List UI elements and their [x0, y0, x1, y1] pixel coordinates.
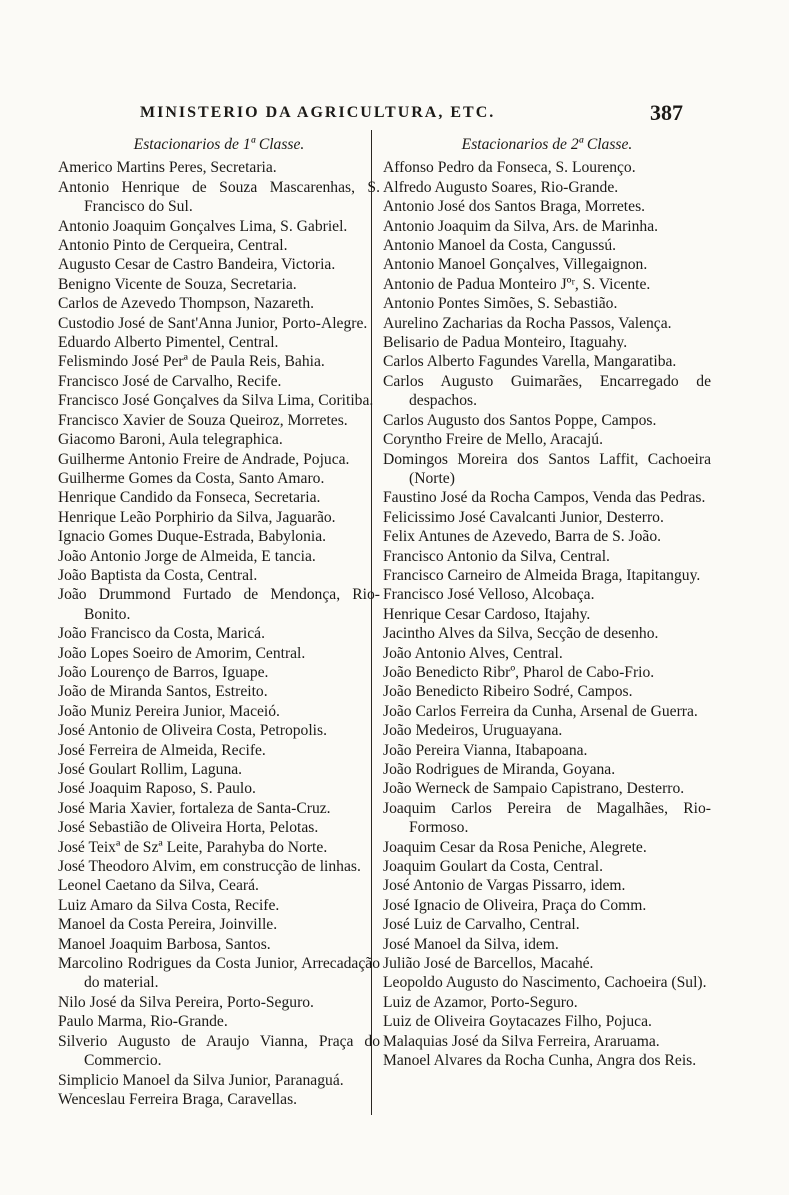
list-item: José Teixª de Szª Leite, Parahyba do Norte. — [58, 838, 328, 856]
list-item: Felix Antunes de Azevedo, Barra de S. João. — [383, 528, 662, 546]
list-item: Antonio Manoel Gonçalves, Villegaignon. — [383, 256, 648, 274]
list-item: Luiz de Azamor, Porto-Seguro. — [383, 993, 578, 1011]
list-item: José Luiz de Carvalho, Central. — [383, 916, 580, 934]
list-item: Luiz de Oliveira Goytacazes Filho, Pojuca. — [383, 1013, 652, 1031]
list-item: Carlos Alberto Fagundes Varella, Mangaratiba. — [383, 353, 677, 371]
list-item: João Lourenço de Barros, Iguape. — [58, 663, 269, 681]
list-item: Joaquim Cesar da Rosa Peniche, Alegrete. — [383, 838, 647, 856]
list-item: Augusto Cesar de Castro Bandeira, Victoria. — [58, 256, 336, 274]
list-item: Guilherme Antonio Freire de Andrade, Pojuca. — [58, 450, 350, 468]
list-item: Carlos Augusto Guimarães, Encarregado de despachos. — [383, 372, 711, 410]
list-item: José Manoel da Silva, idem. — [383, 935, 559, 953]
list-item: Wenceslau Ferreira Braga, Caravellas. — [58, 1090, 298, 1108]
list-item: Marcolino Rodrigues da Costa Junior, Arrecadação do material. — [58, 955, 380, 992]
list-item: Carlos de Azevedo Thompson, Nazareth. — [58, 295, 315, 313]
list-item: Carlos Augusto dos Santos Poppe, Campos. — [383, 411, 657, 429]
list-item: Joaquim Goulart da Costa, Central. — [383, 858, 604, 876]
list-item: Antonio de Padua Monteiro Jºʳ, S. Vicente. — [383, 275, 651, 293]
list-item: Manoel Alvares da Rocha Cunha, Angra dos Reis. — [383, 1052, 697, 1070]
list-item: Giacomo Baroni, Aula telegraphica. — [58, 431, 283, 449]
right-column-heading: Estacionarios de 2ª Classe. — [461, 136, 633, 153]
list-item: João de Miranda Santos, Estreito. — [58, 683, 268, 701]
list-item: José Ferreira de Almeida, Recife. — [58, 741, 266, 759]
right-column — [383, 135, 711, 1071]
list-item: Antonio Pontes Simões, S. Sebastião. — [383, 295, 618, 313]
list-item: Custodio José de Sant'Anna Junior, Porto-Alegre. — [58, 314, 368, 332]
list-item: Julião José de Barcellos, Macahé. — [383, 955, 594, 973]
page-number: 387 — [650, 100, 683, 125]
list-item: João Carlos Ferreira da Cunha, Arsenal de Guerra. — [383, 702, 698, 720]
list-item: Francisco Carneiro de Almeida Braga, Itapitanguy. — [383, 566, 701, 584]
list-item: Francisco Xavier de Souza Queiroz, Morretes. — [58, 411, 348, 429]
list-item: Alfredo Augusto Soares, Rio-Grande. — [383, 178, 619, 196]
list-item: Ignacio Gomes Duque-Estrada, Babylonia. — [58, 528, 327, 546]
list-item: João Baptista da Costa, Central. — [58, 566, 258, 584]
list-item: Francisco Antonio da Silva, Central. — [383, 547, 610, 565]
list-item: José Ignacio de Oliveira, Praça do Comm. — [383, 896, 647, 914]
list-item: Antonio Joaquim Gonçalves Lima, S. Gabriel. — [58, 217, 348, 235]
list-item: João Antonio Jorge de Almeida, E tancia. — [58, 547, 316, 565]
right-entry-list — [383, 158, 711, 1070]
list-item: João Muniz Pereira Junior, Maceió. — [58, 702, 280, 720]
list-item: João Drummond Furtado de Mendonça, Rio-Bonito. — [58, 586, 380, 623]
list-item: Antonio José dos Santos Braga, Morretes. — [383, 198, 646, 216]
list-item: João Benedicto Ribrº, Pharol de Cabo-Frio. — [383, 663, 655, 681]
running-header: MINISTERIO DA AGRICULTURA, ETC. — [140, 104, 496, 121]
list-item: Felismindo José Perª de Paula Reis, Bahia. — [58, 353, 325, 371]
list-item: João Medeiros, Uruguayana. — [383, 722, 563, 740]
list-item: Coryntho Freire de Mello, Aracajú. — [383, 431, 603, 449]
list-item: João Benedicto Ribeiro Sodré, Campos. — [383, 683, 633, 701]
list-item: Manoel Joaquim Barbosa, Santos. — [58, 935, 271, 953]
list-item: Leonel Caetano da Silva, Ceará. — [58, 877, 259, 895]
list-item: Jacintho Alves da Silva, Secção de desenho. — [383, 625, 659, 643]
list-item: João Lopes Soeiro de Amorim, Central. — [58, 644, 306, 662]
list-item: Felicissimo José Cavalcanti Junior, Desterro. — [383, 508, 664, 526]
list-item: Joaquim Carlos Pereira de Magalhães, Rio-Formoso. — [383, 799, 711, 837]
list-item: Guilherme Gomes da Costa, Santo Amaro. — [58, 469, 325, 487]
list-item: Affonso Pedro da Fonseca, S. Lourenço. — [383, 159, 636, 177]
list-item: Nilo José da Silva Pereira, Porto-Seguro. — [58, 993, 314, 1011]
list-item: Francisco José Gonçalves da Silva Lima, Coritiba. — [58, 392, 374, 410]
list-item: Simplicio Manoel da Silva Junior, Paranaguá. — [58, 1071, 344, 1089]
list-item: Malaquias José da Silva Ferreira, Araruama. — [383, 1032, 660, 1050]
list-item: João Rodrigues de Miranda, Goyana. — [383, 761, 616, 778]
list-item: Antonio Henrique de Souza Mascarenhas, S. Francisco do Sul. — [58, 178, 380, 216]
list-item: João Werneck de Sampaio Capistrano, Desterro. — [383, 780, 685, 798]
left-column-heading: Estacionarios de 1ª Classe. — [133, 136, 305, 153]
list-item: José Goulart Rollim, Laguna. — [58, 761, 243, 778]
list-item: Eduardo Alberto Pimentel, Central. — [58, 334, 279, 352]
list-item: Francisco José Velloso, Alcobaça. — [383, 586, 595, 604]
list-item: João Pereira Vianna, Itabapoana. — [383, 741, 588, 759]
left-entry-list — [58, 158, 380, 1109]
list-item: Domingos Moreira dos Santos Laffit, Cachoeira (Norte) — [383, 450, 711, 487]
list-item: Manoel da Costa Pereira, Joinville. — [58, 916, 278, 934]
list-item: Antonio Pinto de Cerqueira, Central. — [58, 237, 288, 255]
list-item: José Antonio de Vargas Pissarro, idem. — [383, 877, 626, 895]
list-item: José Theodoro Alvim, em construcção de linhas. — [58, 858, 361, 876]
list-item: José Antonio de Oliveira Costa, Petropolis. — [58, 722, 327, 740]
list-item: João Francisco da Costa, Maricá. — [58, 625, 265, 643]
list-item: Faustino José da Rocha Campos, Venda das Pedras. — [383, 489, 706, 507]
list-item: Francisco José de Carvalho, Recife. — [58, 372, 282, 390]
list-item: José Joaquim Raposo, S. Paulo. — [58, 780, 256, 798]
list-item: Henrique Candido da Fonseca, Secretaria. — [58, 489, 321, 507]
list-item: Paulo Marma, Rio-Grande. — [58, 1013, 228, 1031]
list-item: Belisario de Padua Monteiro, Itaguahy. — [383, 334, 628, 352]
list-item: Americo Martins Peres, Secretaria. — [58, 159, 277, 177]
list-item: Silverio Augusto de Araujo Vianna, Praça do Commercio. — [58, 1032, 380, 1070]
list-item: Antonio Manoel da Costa, Cangussú. — [383, 237, 617, 255]
list-item: Henrique Leão Porphirio da Silva, Jaguarão. — [58, 508, 336, 526]
list-item: Luiz Amaro da Silva Costa, Recife. — [58, 896, 280, 914]
list-item: Leopoldo Augusto do Nascimento, Cachoeira (Sul). — [383, 974, 707, 992]
list-item: Aurelino Zacharias da Rocha Passos, Valença. — [383, 314, 672, 332]
list-item: José Maria Xavier, fortaleza de Santa-Cruz. — [58, 799, 331, 817]
list-item: Benigno Vicente de Souza, Secretaria. — [58, 275, 297, 293]
list-item: João Antonio Alves, Central. — [383, 644, 563, 662]
list-item: José Sebastião de Oliveira Horta, Pelotas. — [58, 819, 319, 837]
list-item: Antonio Joaquim da Silva, Ars. de Marinha. — [383, 217, 659, 235]
left-column — [58, 135, 380, 1109]
list-item: Henrique Cesar Cardoso, Itajahy. — [383, 605, 591, 623]
